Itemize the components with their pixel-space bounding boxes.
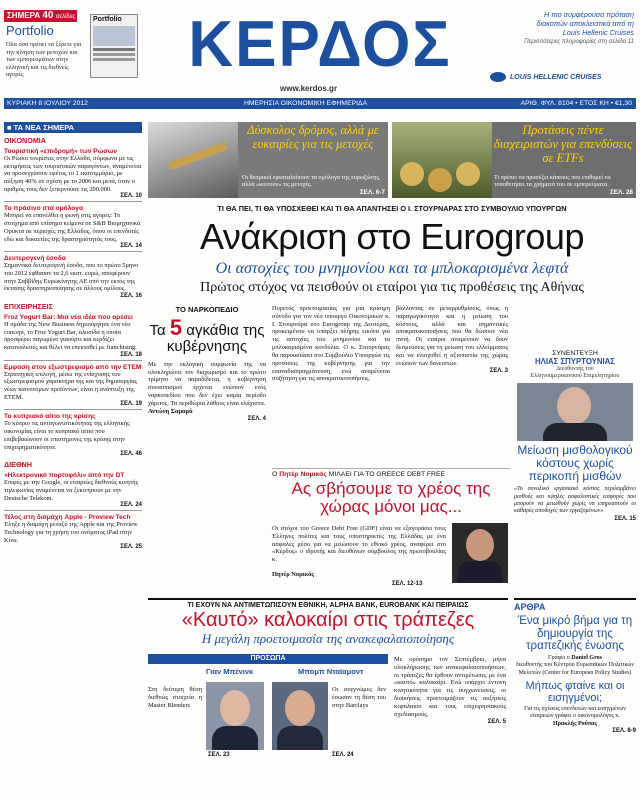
interview-box[interactable]: [514, 350, 636, 590]
narkopedio-sec: ΣΕΛ. 4: [247, 415, 266, 422]
articles-box: [514, 598, 636, 796]
face-2-photo: [272, 682, 328, 750]
main-subheadline-2: Πρώτος στόχος να πεισθούν οι εταίροι για τις προθέσεις της Αθήνας: [200, 280, 584, 295]
sidebar-item[interactable]: Τουριστική «επιδρομή» των Ρώσων Οι Ρώσοι τουρίστες στην Ελλάδα, σύμφωνα με τις εκτιμήσεις των τουριστικών παραγόντων, αναμένεται να προσεγγίσουν εφέτος το 1 εκατομμύριο, με αύξηση 40% σε σχέση με το 2006 και μετά, όταν ο αριθμός τους δεν ξεπερνούσε τις 200.000. ΣΕΛ. 10: [4, 148, 142, 200]
nomikos-story[interactable]: [272, 468, 510, 595]
main-headline[interactable]: Ανάκριση στο Eurogroup: [200, 216, 584, 257]
sidebar-section-business: ΕΠΙΧΕΙΡΗΣΕΙΣ: [4, 301, 53, 311]
teaser-stocks[interactable]: [148, 122, 388, 198]
interview-role-2: Ελληνοαμερικανικού Επιμελητηρίου: [530, 372, 620, 379]
faces-label: ΠΡΟΣΩΠΑ: [148, 654, 388, 664]
louis-ad[interactable]: [484, 10, 634, 88]
portfolio-name: Portfolio: [6, 23, 54, 38]
teaser-etfs-text: Τι πρέπει να προσέξει κάποιος που επιθυμεί να τοποθετήσει τα χρήματά του σε εμπορεύματα.: [494, 174, 611, 189]
teaser-etfs-headline: Προτάσεις πέντε διαχειριστών για επενδύσεις σε ETFs: [493, 123, 633, 165]
nomikos-text: Οι στόχοι του Greece Debt Free (GDF) είναι να εξαγοράσει τους Έλληνες πολίτες και τους υποστηρικτές της Ελλάδας με ένα ασφαλές μέσο για να μειώσουν το εθνικό χρέος, αναφέρει στο «Κέρδος» ο ιδρυτής και διευθύνων σύμβουλος της πρωτοβουλίας κ.: [272, 525, 446, 564]
main-column-2: βάλλοντας σε μεταρρυθμίσεις, όπως η παραγωγικότητα και η μείωση του κόστους, αλλά και σημαντικές αποκρατικοποιήσεις που θα δώσουν νέα πνοή. Οι εταίροι αναμένουν να δουν δεσμεύσεις για τη μείωση του ελλείμματος και να ενισχυθεί η αξιοπιστία της χώρας ενώπιον των δανειστών.: [396, 305, 508, 367]
teaser-etfs-sec: ΣΕΛ. 28: [609, 189, 633, 196]
face-1-name: Γιαν Μπένινκ: [206, 667, 254, 676]
banks-sec: ΣΕΛ. 5: [487, 718, 506, 725]
sidebar-item[interactable]: Εμφαση στον εξωστρεφισμό από την ΕΤΕΜ Στρατηγική επιλογή, μέσω της ενίσχυσης του εξωστρεφισμού χαρακτήρα της και της δημιουργίας νέων καινοτόμων προϊόντων, είναι η ανάπτυξη της ΕΤΕΜ. ΣΕΛ. 19: [4, 363, 142, 408]
face-1-sec: ΣΕΛ. 23: [208, 752, 230, 758]
masthead-url[interactable]: www.kerdos.gr: [280, 84, 338, 93]
face-2-text: Οι συγγνώμες δεν έσωσαν τη θέση του στην Barclays: [332, 686, 386, 709]
banks-subheadline: Η μεγάλη προετοιμασία της ανακεφαλαιοποίησης: [201, 631, 455, 646]
narkopedio-text: Με την εκλογική συμφωνία της να ολοκληρώνει τον διαχωρισμό και το πρώτο τρίμηνο να παραδίδεται, η κυβέρνηση συνασπισμού έρχεται ενώπιον ενός ναρκοπεδίου που δεν έχει καμία περίοδο χάριτος. Τα περιθώρια λάθους είναι ελάχιστα.: [148, 360, 266, 407]
face-2-item[interactable]: [268, 680, 388, 792]
sidebar-section-international: ΔΙΕΘΝΗ: [4, 460, 32, 470]
sidebar-item[interactable]: Froz Yogurt Bar: Μια νέα ιδέα που αρέσει Η ομάδα της New Business δημιούργησε ένα νέο concept, το Froz Yogurt Bar, αλυσίδα η οποία προσφέρει παγωμένο γιαούρτι και κερδίζει καταναλωτές και θέλει να επεκταθεί με franchising. ΣΕΛ. 18: [4, 313, 142, 358]
nomikos-headline: Ας σβήσουμε το χρέος της χώρας μόνοι μας...: [291, 479, 491, 516]
face-1-photo: [206, 682, 264, 750]
sidebar-item[interactable]: Το πράσινο στα ομόλογα Μπορεί να επανέλθει η φωνή στις αγορές: Το στοίχημα από επίσημα κείμενα σε S&B Βιομηχανικά Ορυκτά σε περιοχές της Ελλάδος, όπου οι επενδυτές εδώ και δεκαετίες της δραστηριότητάς τους. ΣΕΛ. 14: [4, 205, 142, 250]
issue-date: ΚΥΡΙΑΚΗ 8 ΙΟΥΛΙΟΥ 2012: [7, 100, 88, 107]
banks-text: Με ορόσημο τον Σεπτέμβριο, μήνα ολοκλήρωσης των ανακεφαλαιοποιήσεων, οι τράπεζες θα έρθουν αντιμέτωπες με ένα «καυτό» καλοκαίρι. Ενώ υπάρχει έντονη κινητικότητα για τις συγχωνεύσεις, οι διοικήσεις προετοιμάζουν τις αυξήσεις κεφαλαίου και τους επιχειρησιακούς σχεδιασμούς.: [394, 656, 506, 718]
teaser-etfs[interactable]: [392, 122, 636, 198]
interview-role-1: Διευθυντής του: [556, 366, 594, 372]
masthead-title: ΚΕΡΔΟΣ: [188, 8, 452, 81]
face-2-sec: ΣΕΛ. 24: [332, 752, 354, 758]
articles-sec: ΣΕΛ. 8-9: [612, 727, 636, 734]
banks-kicker: ΤΙ ΕΧΟΥΝ ΝΑ ΑΝΤΙΜΕΤΩΠΙΣΟΥΝ ΕΘΝΙΚΗ, ALPHA BANK, EUROBANK ΚΑΙ ΠΕΙΡΑΙΩΣ: [187, 602, 469, 609]
nomikos-author: Πητέρ Νομικός: [272, 571, 314, 578]
portfolio-promo[interactable]: [4, 10, 140, 88]
nomikos-kicker: Ο Πητέρ Νομικός ΜΙΛΑΕΙ ΓΙΑ ΤΟ GREECE DEBT FREE: [272, 471, 446, 478]
ad-info: Περισσότερες πληροφορίες στη σελίδα 11: [524, 39, 634, 45]
ad-line-3: Louis Hellenic Cruises: [562, 28, 634, 37]
article-2[interactable]: Μήπως φταίνε και οι εισηγμένοι; Για τις σχέσεις επενδυτών και εισηγμένων εταιρειών γράφει ο οικονομολόγος κ. Ηρακλής Ρούπας: [524, 679, 626, 727]
sidebar-item[interactable]: Το κυπριακό αίτιο της κρίσης Το κύπριο τις ανταγωνιστικότητας της ελληνικής οικονομίας είναι το κυπριακό αίτιο που επιβεβαιώνουν οι επιστήμονες της κρίσης στην επιχειρηματικότητα. ΣΕΛ. 46: [4, 413, 142, 458]
banks-story[interactable]: [148, 598, 508, 796]
narkopedio-author: Αντώνη Σαμαρά: [148, 407, 193, 415]
narkopedio-headline: Τα 5 αγκάθια της κυβέρνησης: [149, 315, 265, 356]
interview-photo: [517, 383, 633, 441]
sidebar-section-economy: ΟΙΚΟΝΟΜΙΑ: [4, 136, 46, 145]
news-sidebar: [4, 122, 142, 794]
face-1-text: Στη δεύτερη θέση διεθνώς στοιχεία η Master Blenders: [148, 686, 202, 709]
narkopedio-label: ΤΟ ΝΑΡΚΟΠΕΔΙΟ: [175, 305, 239, 314]
articles-label: ΑΡΘΡΑ: [514, 602, 546, 612]
nomikos-photo: [452, 523, 508, 583]
interview-headline: Μείωση μισθολογικού κόστους χωρίς περικοπή μισθών: [517, 442, 633, 484]
portfolio-text: Όλα όσα πρέπει να ξέρετε για την κίνηση των μετοχών και των εμπορευμάτων στην ελληνική και τις διεθνείς αγορές: [6, 41, 82, 79]
face-1-item[interactable]: [148, 680, 268, 792]
ad-line-2: διακοπών αποκλειστικά από τη: [536, 19, 634, 28]
interview-sec: ΣΕΛ. 15: [614, 515, 636, 522]
faces-box: [148, 654, 388, 794]
face-2-name: Μπομπ Νταϊαμοντ: [298, 667, 364, 676]
portfolio-thumbnail: Portfolio: [90, 14, 138, 78]
teaser-stocks-text: Οι θεσμικοί εγκαταλείπουν τα ομόλογα της ευρωζώνης, αλλά «κοιτούν» τις μετοχές.: [242, 174, 381, 189]
paper-tagline: ΗΜΕΡΗΣΙΑ ΟΙΚΟΝΟΜΙΚΗ ΕΦΗΜΕΡΙΔΑ: [244, 100, 368, 107]
main-subheadline-1: Οι αστοχίες του μνημονίου και τα μπλοκαρισμένα λεφτά: [215, 260, 569, 277]
issue-number: ΑΡΙΘ. ΦΥΛ. 8104 • ΕΤΟΣ ΚΗ • €1,30: [520, 100, 632, 107]
sidebar-item[interactable]: Τέλος στη διαμάχη Apple - Proview Tech Έληξε η διαμάχη μεταξύ της Apple και της Proview Technology για τη χρήση του ονόματος iPad στην Κίνα. ΣΕΛ. 25: [4, 514, 142, 551]
banks-headline: «Καυτό» καλοκαίρι στις τράπεζες: [181, 609, 475, 631]
sidebar-item[interactable]: «Ηλεκτρονικό πορτοφόλι» από την DT Επιφές με την Google, οι εταιρείες διεθνούς κινητής τηλεφωνίας αναμένεται να ξεκινήσουν με την Deutsche Telekom. ΣΕΛ. 24: [4, 472, 142, 509]
sidebar-item[interactable]: Δευτερογενή έσοδα Σημαντικά δευτερογενή έσοδα, που το πρώτο 5μηνο του 2012 έφθασαν τα 2,6 εκατ. ευρώ, αποφέρουν στην Σαββίδης Ευρωκίνητης ΑΕ από την εκτός της έκτασης δραστηριοποίησης σε άλλους ομίλους. ΣΕΛ. 16: [4, 255, 142, 299]
nomikos-sec: ΣΕΛ. 12-13: [392, 581, 423, 587]
interview-label: ΣΥΝΕΝΤΕΥΞΗ: [552, 350, 598, 357]
date-bar: [4, 98, 636, 109]
main-column-1: Πυρετός προετοιμασίας για μια κρίσιμη σύνοδο για τον νέο υπουργό Οικονομικών κ. Ι. Στουρνάρα στο Eurogroup της Δευτέρας, προκειμένου να υπάρξει πλήρης εικόνα για τις αστοχίες του μνημονίου και τα μπλοκαρισμένα κονδύλια. Ο κ. Στουρνάρας θα παρουσιάσει στο Συμβούλιο Υπουργών τις προτάσεις της κυβέρνησης για την επαναδιαπραγμάτευση, ενώ αναμένεται συζήτηση για τις αποκρατικοποιήσεις.: [272, 305, 390, 383]
today-label: ΣΗΜΕΡΑ 40 σελίδες: [4, 10, 77, 22]
narkopedio-box[interactable]: [148, 305, 266, 527]
sidebar-header: ■ ΤΑ ΝΕΑ ΣΗΜΕΡΑ: [4, 122, 142, 133]
article-1[interactable]: Ένα μικρό βήμα για τη δημιουργία της τραπεζικής ένωσης Γράφει ο Daniel Gros διευθυντής του Κέντρου Ευρωπαϊκών Πολιτικών Μελετών (Center for European Policy Studies): [515, 615, 635, 676]
interview-name: ΗΛΙΑΣ ΣΠΥΡΤΟΥΝΙΑΣ: [535, 357, 615, 366]
teaser-stocks-headline: Δύσκολος δρόμος, αλλά με ευκαιρίες για τις μετοχές: [247, 123, 379, 151]
main-story-sec: ΣΕΛ. 3: [489, 367, 508, 374]
teaser-stocks-sec: ΣΕΛ. 6-7: [359, 189, 385, 196]
interview-quote: «Το συνολικό εργασιακό κόστος περιλαμβάνει μισθούς και υψηλές ασφαλιστικές εισφορές που μπορούν να μειωθούν χωρίς να επηρεαστούν οι καθαρές αποδοχές των εργαζομένων»: [514, 486, 636, 515]
ad-line-1: Η πιο συμφέρουσα πρόταση: [544, 10, 634, 19]
main-kicker: ΤΙ ΘΑ ΠΕΙ, ΤΙ ΘΑ ΥΠΟΣΧΕΘΕΙ ΚΑΙ ΤΙ ΘΑ ΑΠΑΝΤΗΣΕΙ Ο Ι. ΣΤΟΥΡΝΑΡΑΣ ΣΤΟ ΣΥΜΒΟΥΛΙΟ ΥΠΟΥΡΓΩΝ: [217, 204, 567, 213]
louis-logo: LOUIS HELLENIC CRUISES: [490, 68, 630, 82]
